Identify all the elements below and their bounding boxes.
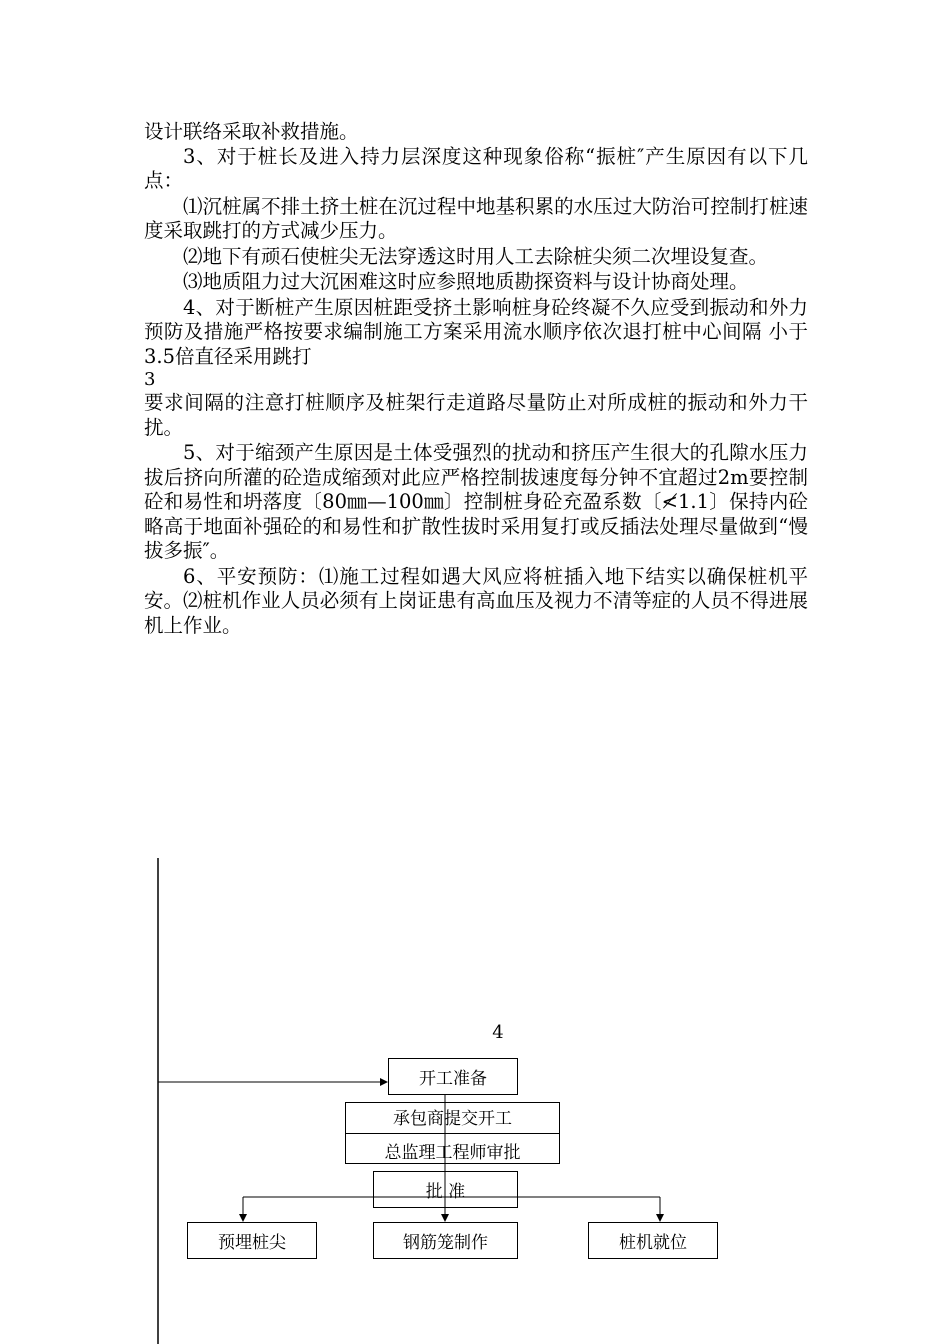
- paragraph: ⑶地质阻力过大沉困难这时应参照地质勘探资料与设计协商处理。: [183, 270, 749, 293]
- page-number: 4: [492, 1022, 504, 1043]
- flow-box-start: [388, 1058, 518, 1095]
- branch-right-arrow: [656, 1214, 664, 1222]
- paragraph: 4、对于断桩产生原因桩距受挤土影响桩身砼终凝不久应受到振动和外力预防及措施严格按要求编制施工方案采用流水顺序依次退打桩中心间隔 小于3.5倍直径采用跳打: [144, 295, 808, 368]
- flow-box-label: 钢筋笼制作: [403, 1233, 488, 1253]
- flow-box-label: 预埋桩尖: [218, 1233, 286, 1253]
- paragraph: 要求间隔的注意打桩顺序及桩架行走道路尽量防止对所成桩的振动和外力干扰。: [144, 391, 808, 439]
- feed-arrow-head: [380, 1078, 388, 1086]
- flow-box-right: [588, 1222, 718, 1259]
- flow-box-label: 承包商提交开工: [393, 1108, 512, 1129]
- flow-box-label: 桩机就位: [619, 1233, 687, 1253]
- flow-box-left: [187, 1222, 317, 1259]
- page-number: 3: [144, 369, 156, 390]
- paragraph: ⑴沉桩属不排土挤土桩在沉过程中地基积累的水压过大防治可控制打桩速度采取跳打的方式减少压力。: [144, 194, 808, 242]
- paragraph: 6、平安预防：⑴施工过程如遇大风应将桩插入地下结实以确保桩机平安。⑵桩机作业人员必须有上岗证患有高血压及视力不清等症的人员不得进展机上作业。: [144, 564, 808, 637]
- paragraph: 5、对于缩颈产生原因是土体受强烈的扰动和挤压产生很大的孔隙水压力拔后挤向所灌的砼造成缩颈对此应严格控制拔速度每分钟不宜超过2m要控制砼和易性和坍落度〔80㎜—100㎜〕控制桩身砼充盈系数〔≮1.1〕保持内砼略高于地面补强砼的和易性和扩散性拔时采用复打或反插法处理尽量做到“慢拔多振″。: [144, 441, 808, 562]
- flow-box-middle: [373, 1222, 518, 1259]
- flow-box-label: 总监理工程师审批: [346, 1133, 559, 1163]
- paragraph: 3、对于桩长及进入持力层深度这种现象俗称“振桩″产生原因有以下几点：: [144, 144, 808, 192]
- flow-box-label: 开工准备: [419, 1069, 487, 1089]
- paragraph: ⑵地下有顽石使桩尖无法穿透这时用人工去除桩尖须二次埋设复查。: [183, 244, 769, 268]
- flow-box-submit-review: [345, 1102, 560, 1164]
- main-arrow-head: [441, 1214, 449, 1222]
- paragraph: 设计联络采取补救措施。: [144, 120, 359, 143]
- flow-box-label: 批 准: [425, 1182, 466, 1202]
- flow-box-approve: [373, 1171, 518, 1208]
- branch-left-arrow: [239, 1214, 247, 1222]
